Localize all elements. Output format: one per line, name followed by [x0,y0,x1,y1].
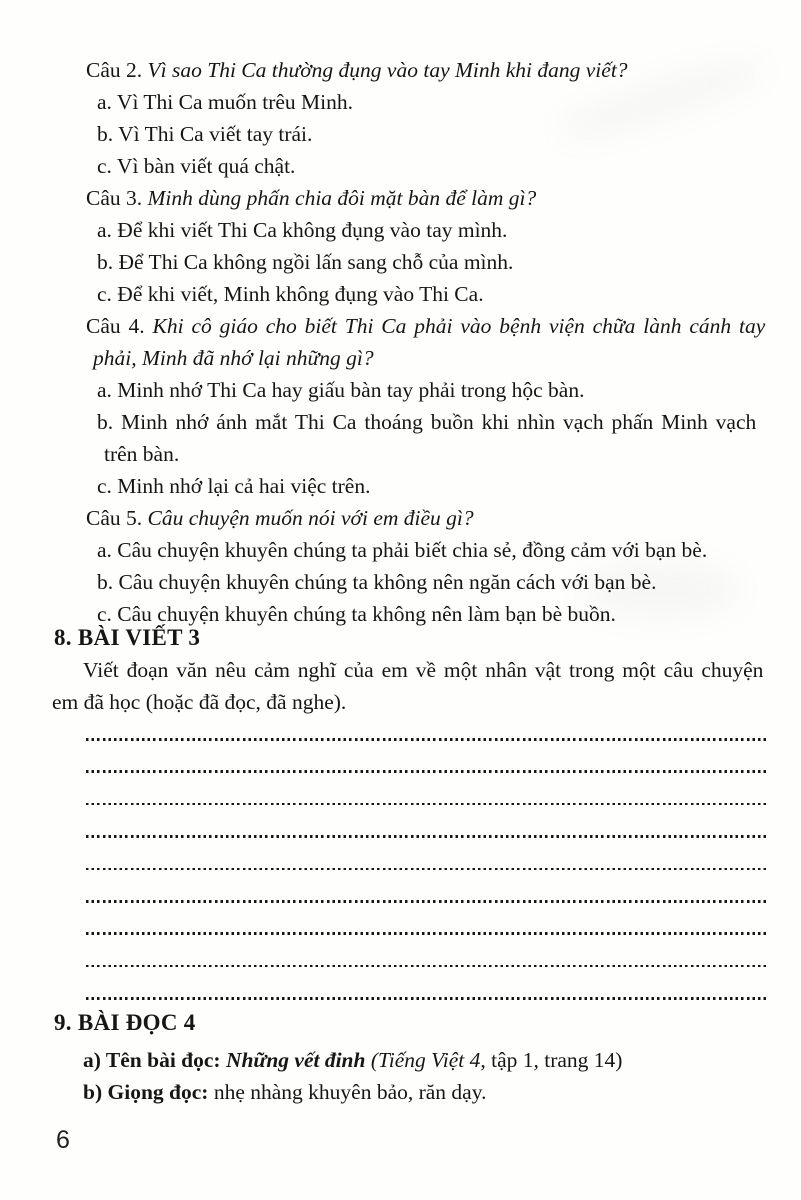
writing-line [86,823,768,855]
reading-item-b [52,1076,768,1108]
option-text: Minh nhớ lại cả hai việc trên. [117,474,371,498]
question-2-option-c [52,150,768,182]
question-2-text: Vì sao Thi Ca thường đụng vào tay Minh khi đang viết? [147,58,628,82]
question-4-label: Câu 4. [86,314,145,338]
question-5-label: Câu 5. [86,506,143,530]
option-marker: a. [97,90,112,114]
question-5-option-b [52,566,768,598]
writing-lines [86,726,768,1018]
question-2-option-a [52,86,768,118]
section-reading [52,1007,768,1108]
section-writing-title: 8. BÀI VIẾT 3 [54,625,201,650]
option-text: Câu chuyện khuyên chúng ta không nên làm bạn bè buồn. [117,602,616,626]
question-4-option-b-line1 [52,406,768,438]
writing-line [86,856,768,888]
reading-source-rest: , tập 1, trang 14) [480,1048,623,1072]
option-marker: b. [97,410,114,434]
option-text: Minh nhớ Thi Ca hay giấu bàn tay phải trong hộc bàn. [117,378,585,402]
question-4-text-line1: Khi cô giáo cho biết Thi Ca phải vào bệnh viện chữa lành cánh tay [152,314,766,338]
option-marker: c. [97,474,112,498]
option-text: Để khi viết Thi Ca không đụng vào tay mình. [117,218,508,242]
reading-source-italic: (Tiếng Việt 4 [370,1048,481,1072]
question-4-heading-line2: phải, Minh đã nhớ lại những gì? [93,346,374,370]
question-2-heading [52,54,768,86]
option-text: Để khi viết, Minh không đụng vào Thi Ca. [117,282,484,306]
question-3-heading [52,182,768,214]
reading-item-b-text: nhẹ nhàng khuyên bảo, răn dạy. [213,1080,487,1104]
reading-item-b-label: b) Giọng đọc: [83,1080,209,1104]
writing-line [86,953,768,985]
option-text: Vì bàn viết quá chật. [116,154,296,178]
question-4-option-a [52,374,768,406]
page-number: 6 [56,1126,70,1154]
option-text: Minh nhớ ánh mắt Thi Ca thoáng buồn khi nhìn vạch phấn Minh vạch [121,410,757,434]
reading-item-a-label: a) Tên bài đọc: [83,1048,221,1072]
section-writing [52,622,768,718]
option-marker: c. [97,602,112,626]
writing-line [86,726,768,758]
question-3-option-b [52,246,768,278]
section-reading-title: 9. BÀI ĐỌC 4 [54,1010,196,1035]
option-marker: b. [97,570,114,594]
question-2-label: Câu 2. [86,58,143,82]
question-3-label: Câu 3. [86,186,143,210]
question-5-option-a [52,534,768,566]
option-marker: b. [97,250,114,274]
question-2-option-b [52,118,768,150]
question-4-option-b-line2: trên bàn. [104,442,180,466]
option-text: Câu chuyện khuyên chúng ta phải biết chia sẻ, đồng cảm với bạn bè. [117,538,708,562]
writing-prompt-line2: em đã học (hoặc đã đọc, đã nghe). [52,690,347,714]
reading-item-a [52,1044,768,1076]
reading-title-text: Những vết đinh [225,1048,366,1072]
question-3-option-c [52,278,768,310]
option-marker: c. [97,282,112,306]
option-marker: c. [97,154,112,178]
question-4-option-c [52,470,768,502]
option-marker: a. [97,378,112,402]
question-list [52,54,768,630]
option-marker: a. [97,218,112,242]
option-marker: b. [97,122,114,146]
option-marker: a. [97,538,112,562]
question-5-heading [52,502,768,534]
question-3-option-a [52,214,768,246]
writing-line [86,888,768,920]
writing-line [86,758,768,790]
option-text: Câu chuyện khuyên chúng ta không nên ngăn cách với bạn bè. [118,570,657,594]
writing-line [86,920,768,952]
option-text: Để Thi Ca không ngồi lấn sang chỗ của mình. [118,250,514,274]
writing-line [86,791,768,823]
option-text: Vì Thi Ca muốn trêu Minh. [116,90,354,114]
question-3-text: Minh dùng phấn chia đôi mặt bàn để làm gì? [147,186,537,210]
option-text: Vì Thi Ca viết tay trái. [118,122,313,146]
question-4-heading-line1 [52,310,768,342]
writing-prompt-line1: Viết đoạn văn nêu cảm nghĩ của em về một nhân vật trong một câu chuyện [83,658,764,682]
question-5-text: Câu chuyện muốn nói với em điều gì? [147,506,474,530]
